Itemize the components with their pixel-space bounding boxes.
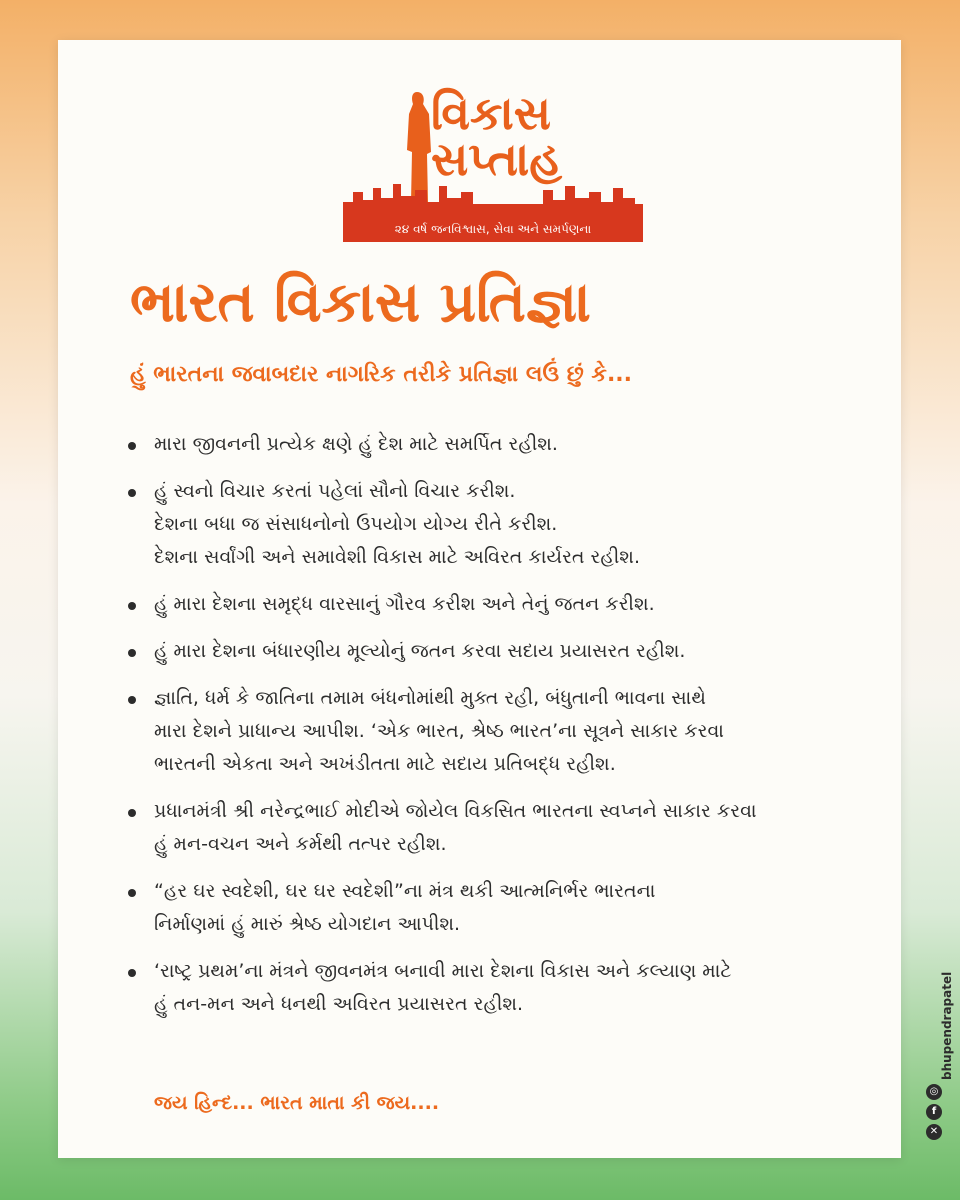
social-handle: bhupendrapatel xyxy=(940,971,954,1080)
pledge-line: ‘રાષ્ટ્ર પ્રથમ’ના મંત્રને જીવનમંત્ર બનાવી મારા દેશના વિકાસ અને કલ્યાણ માટે xyxy=(154,960,732,982)
bullet-icon xyxy=(128,489,136,497)
pledge-item xyxy=(122,475,882,574)
pledge-line: હું મારા દેશના સમૃદ્ધ વારસાનું ગૌરવ કરીશ અને તેનું જતન કરીશ. xyxy=(154,593,655,615)
vikas-saptah-logo xyxy=(343,86,643,240)
pledge-item xyxy=(122,795,882,861)
closing-slogan: જય હિન્દ... ભારત માતા કી જય.... xyxy=(154,1092,440,1114)
pledge-line: હું તન-મન અને ધનથી અવિરત પ્રયાસરત રહીશ. xyxy=(154,993,524,1015)
bullet-icon xyxy=(128,442,136,450)
pledge-line: દેશના બધા જ સંસાધનોનો ઉપયોગ યોગ્ય રીતે કરીશ. xyxy=(154,513,558,535)
pledge-line: ભારતની એકતા અને અખંડીતતા માટે સદાય પ્રતિબદ્ધ રહીશ. xyxy=(154,753,616,775)
social-handle-strip xyxy=(916,900,952,1140)
bullet-icon xyxy=(128,809,136,817)
pledge-item xyxy=(122,428,882,461)
pledge-card xyxy=(58,40,901,1158)
pledge-item xyxy=(122,955,882,1021)
pledge-item xyxy=(122,875,882,941)
instagram-icon[interactable]: ◎ xyxy=(926,1084,942,1100)
pledge-line: હું મારા દેશના બંધારણીય મૂલ્યોનું જતન કરવા સદાય પ્રયાસરત રહીશ. xyxy=(154,640,686,662)
pledge-item xyxy=(122,682,882,781)
skyline-graphic xyxy=(343,182,643,216)
pledge-list xyxy=(122,428,882,1035)
bullet-icon xyxy=(128,889,136,897)
bullet-icon xyxy=(128,969,136,977)
logo-title-line1: વિકાસ xyxy=(431,86,552,140)
pledge-line: જ્ઞાતિ, ધર્મ કે જાતિના તમામ બંધનોમાંથી મુક્ત રહી, બંધુતાની ભાવના સાથે xyxy=(154,687,706,709)
logo-tagline: ૨૪ વર્ષ જનવિશ્વાસ, સેવા અને સમર્પણના xyxy=(343,216,643,242)
pledge-line: પ્રધાનમંત્રી શ્રી નરેન્દ્રભાઈ મોદીએ જોયેલ વિકસિત ભારતના સ્વપ્નને સાકાર કરવા xyxy=(154,800,757,822)
pledge-intro: હું ભારતના જવાબદાર નાગરિક તરીકે પ્રતિજ્ઞા લઉં છું કે... xyxy=(130,362,633,387)
page-title: ભારત વિકાસ પ્રતિજ્ઞા xyxy=(130,270,591,335)
bullet-icon xyxy=(128,696,136,704)
pledge-item xyxy=(122,588,882,621)
pledge-item xyxy=(122,635,882,668)
pledge-line: હું મન-વચન અને કર્મથી તત્પર રહીશ. xyxy=(154,833,447,855)
pledge-line: દેશના સર્વાંગી અને સમાવેશી વિકાસ માટે અવિરત કાર્યરત રહીશ. xyxy=(154,546,640,568)
x-icon[interactable]: ✕ xyxy=(926,1124,942,1140)
pledge-line: મારા જીવનની પ્રત્યેક ક્ષણે હું દેશ માટે સમર્પિત રહીશ. xyxy=(154,433,558,455)
logo-title-line2: સપ્તાહ xyxy=(431,132,562,186)
pledge-line: હું સ્વનો વિચાર કરતાં પહેલાં સૌનો વિચાર કરીશ. xyxy=(154,480,516,502)
pledge-line: મારા દેશને પ્રાધાન્ય આપીશ. ‘એક ભારત, શ્રેષ્ઠ ભારત’ના સૂત્રને સાકાર કરવા xyxy=(154,720,724,742)
bullet-icon xyxy=(128,602,136,610)
bullet-icon xyxy=(128,649,136,657)
pledge-line: નિર્માણમાં હું મારું શ્રેષ્ઠ યોગદાન આપીશ. xyxy=(154,913,461,935)
pledge-line: “હર ઘર સ્વદેશી, ઘર ઘર સ્વદેશી”ના મંત્ર થકી આત્મનિર્ભર ભારતના xyxy=(154,880,656,902)
facebook-icon[interactable]: f xyxy=(926,1104,942,1120)
